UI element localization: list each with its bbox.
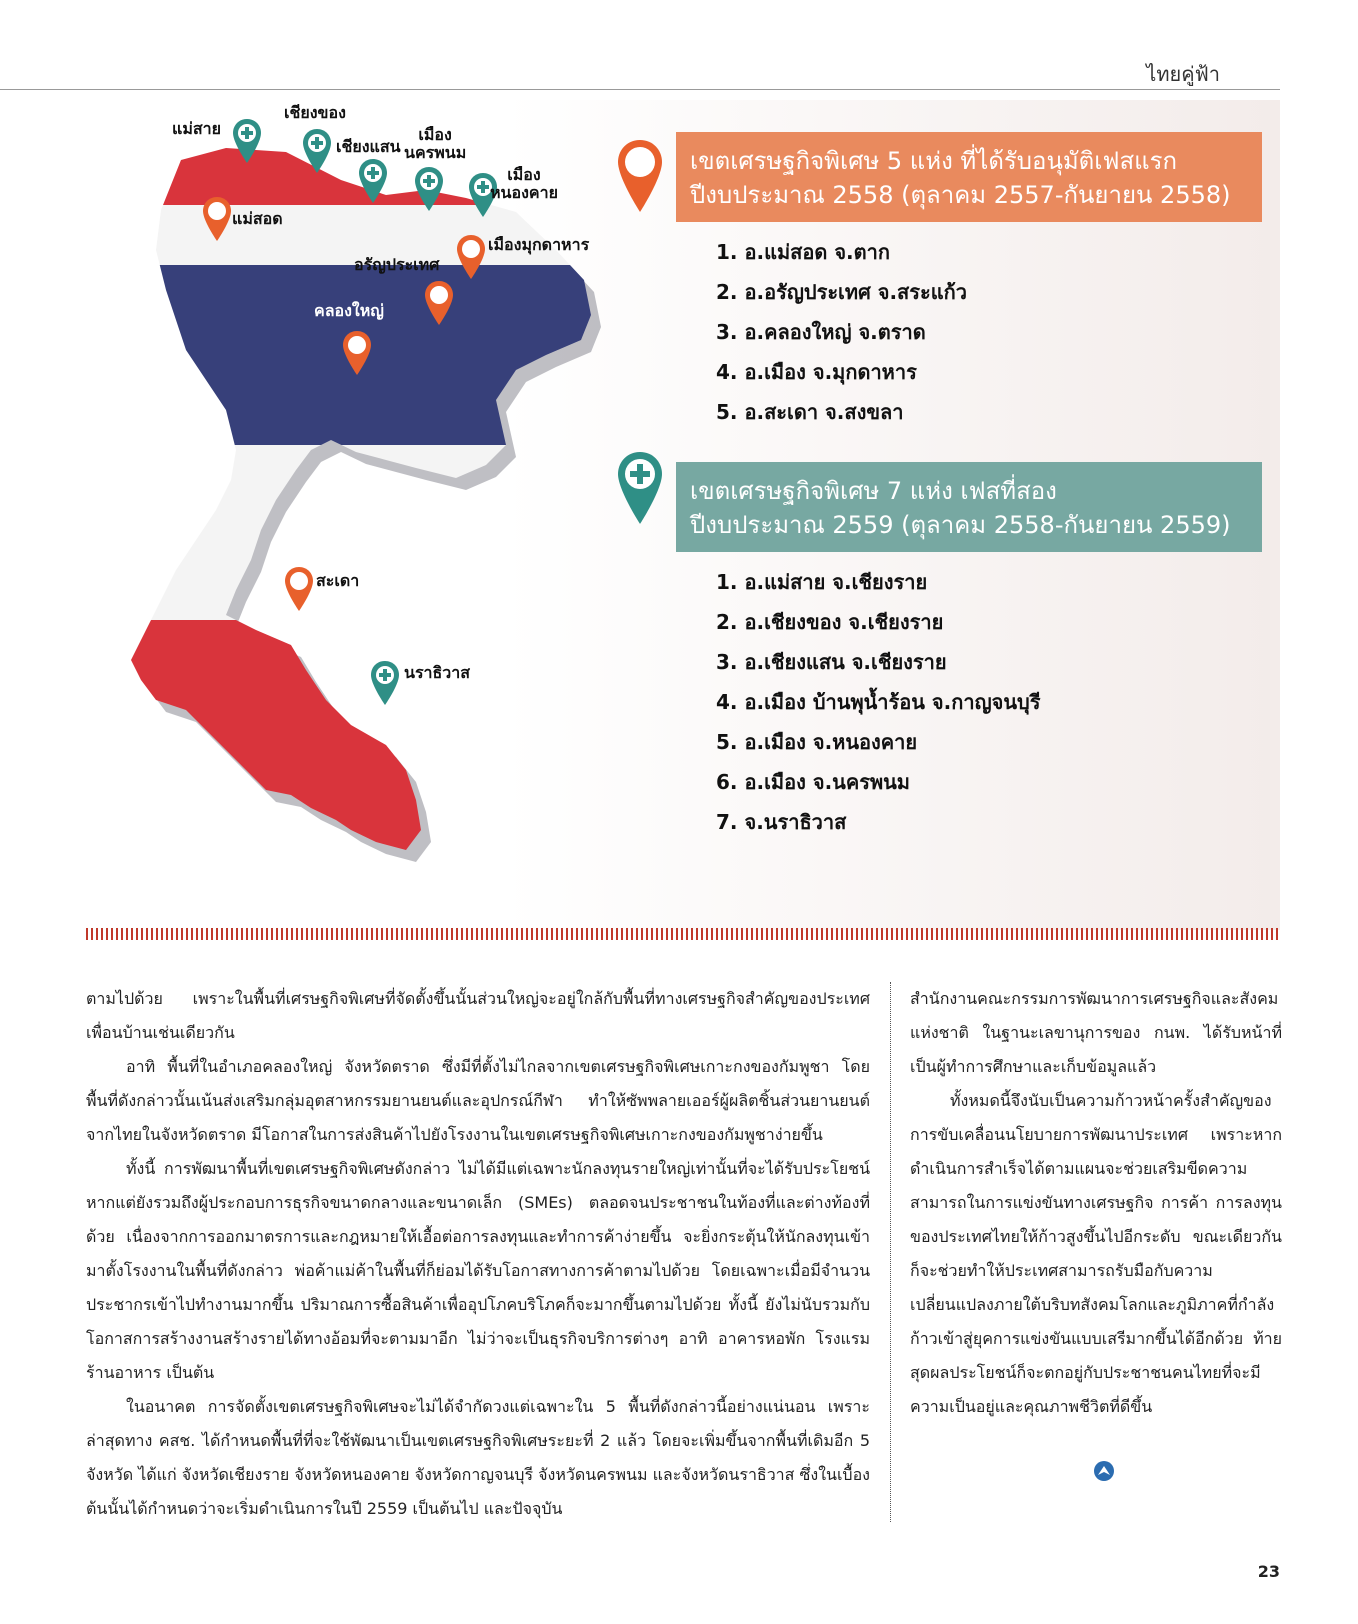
list-item: 6. อ.เมือง จ.นครพนม (716, 770, 910, 794)
article-paragraph: ตามไปด้วย เพราะในพื้นที่เศรษฐกิจพิเศษที่จัดตั้งขึ้นนั้นส่วนใหญ่จะอยู่ใกล้กับพื้นที่ทางเศรษฐกิจสำคัญของประเทศเพื่อนบ้านเช่นเดียวกัน (86, 989, 870, 1042)
map-label-chiang-khong: เชียงของ (284, 103, 346, 122)
list-item: 5. อ.สะเดา จ.สงขลา (716, 400, 904, 424)
phase1-subtitle: ปีงบประมาณ 2558 (ตุลาคม 2557-กันยายน 2558) (690, 181, 1231, 209)
map-label-mae-sai: แม่สาย (172, 119, 221, 138)
list-item: 5. อ.เมือง จ.หนองคาย (716, 730, 918, 754)
map-pin-icon (424, 280, 454, 326)
map-pin-plus-icon (616, 450, 664, 526)
article-paragraph: ทั้งหมดนี้จึงนับเป็นความก้าวหน้าครั้งสำคัญของการขับเคลื่อนนโยบายการพัฒนาประเทศ เพราะหากดำเนินการสำเร็จได้ตามแผนจะช่วยเสริมขีดความสามารถในการแข่งขันทางเศรษฐกิจ การค้า การลงทุน ของประเทศไทยให้ก้าวสูงขึ้นไปอีกระดับ ขณะเดียวกันก็จะช่วยทำให้ประเทศสามารถรับมือกับความเปลี่ยนแปลงภายใต้บริบทสังคมโลกและภูมิภาคที่กำลังก้าวเข้าสู่ยุคการแข่งขันแบบเสรีมากขึ้นได้อีกด้วย ท้ายสุดผลประโยชน์ก็จะตกอยู่กับประชาชนคนไทยที่จะมีความเป็นอยู่และคุณภาพชีวิตที่ดีขึ้น (910, 1091, 1282, 1416)
map-label-mae-sot: แม่สอด (232, 209, 283, 228)
phase2-banner (676, 462, 1262, 552)
map-pin-plus-icon (302, 128, 332, 174)
phase1-banner (676, 132, 1262, 222)
end-of-article-icon (1093, 1460, 1115, 1482)
map-pin-plus-icon (232, 118, 262, 164)
map-pin-icon (284, 566, 314, 612)
phase1-zone-list (716, 232, 967, 432)
map-pin-icon (616, 138, 664, 214)
map-label-mueang-nakhon-phanom: เมือง นครพนม (404, 125, 467, 163)
map-label-mueang-mukdahan: เมืองมุกดาหาร (488, 235, 590, 254)
list-item: 2. อ.อรัญประเทศ จ.สระแก้ว (716, 280, 967, 304)
article-column-right (910, 982, 1282, 1424)
article-paragraph: สำนักงานคณะกรรมการพัฒนาการเศรษฐกิจและสังคมแห่งชาติ ในฐานะเลขานุการของ กนพ. ได้รับหน้าที่เป็นผู้ทำการศึกษาและเก็บข้อมูลแล้ว (910, 989, 1282, 1076)
map-label-narathiwat: นราธิวาส (404, 663, 471, 682)
map-label-sadao: สะเดา (316, 571, 360, 590)
list-item: 4. อ.เมือง จ.มุกดาหาร (716, 360, 917, 384)
map-pin-plus-icon (370, 660, 400, 706)
page-number: 23 (1257, 1562, 1280, 1581)
magazine-name: ไทยคู่ฟ้า (1146, 62, 1220, 86)
list-item: 3. อ.เชียงแสน จ.เชียงราย (716, 650, 947, 674)
map-pin-icon (342, 330, 372, 376)
list-item: 2. อ.เชียงของ จ.เชียงราย (716, 610, 944, 634)
article-column-left (86, 982, 870, 1526)
map-label-chiang-saen: เชียงแสน (336, 137, 401, 156)
list-item: 1. อ.แม่สอด จ.ตาก (716, 240, 890, 264)
list-item: 3. อ.คลองใหญ่ จ.ตราด (716, 320, 926, 344)
phase2-title: เขตเศรษฐกิจพิเศษ 7 แห่ง เฟสที่สอง (690, 477, 1057, 505)
article-paragraph: อาทิ พื้นที่ในอำเภอคลองใหญ่ จังหวัดตราด ซึ่งมีที่ตั้งไม่ไกลจากเขตเศรษฐกิจพิเศษเกาะกงของกัมพูชา โดยพื้นที่ดังกล่าวนั้นเน้นส่งเสริมกลุ่มอุตสาหกรรมยานยนต์และอุปกรณ์กีฬา ทำให้ซัพพลายเออร์ผู้ผลิตชิ้นส่วนยานยนต์จากไทยในจังหวัดตราด มีโอกาสในการส่งสินค้าไปยังโรงงานในเขตเศรษฐกิจพิเศษเกาะกงของกัมพูชาง่ายขึ้น (86, 1057, 870, 1144)
header-rule (0, 89, 1280, 90)
map-label-khlong-yai: คลองใหญ่ (314, 301, 384, 320)
map-pin-plus-icon (358, 158, 388, 204)
list-item: 4. อ.เมือง บ้านพุน้ำร้อน จ.กาญจนบุรี (716, 690, 1041, 714)
map-pin-icon (456, 234, 486, 280)
thailand-flag-map (86, 100, 646, 930)
list-item: 7. จ.นราธิวาส (716, 810, 847, 834)
article-paragraph: ในอนาคต การจัดตั้งเขตเศรษฐกิจพิเศษจะไม่ได้จำกัดวงแต่เฉพาะใน 5 พื้นที่ดังกล่าวนี้อย่างแน่นอน เพราะล่าสุดทาง คสช. ได้กำหนดพื้นที่ที่จะใช้พัฒนาเป็นเขตเศรษฐกิจพิเศษระยะที่ 2 แล้ว โดยจะเพิ่มขึ้นจากพื้นที่เดิมอีก 5 จังหวัด ได้แก่ จังหวัดเชียงราย จังหวัดหนองคาย จังหวัดกาญจนบุรี จังหวัดนครพนม และจังหวัดนราธิวาส ซึ่งในเบื้องต้นนั้นได้กำหนดว่าจะเริ่มดำเนินการในปี 2559 เป็นต้นไป และปัจจุบัน (86, 1397, 870, 1518)
phase1-title: เขตเศรษฐกิจพิเศษ 5 แห่ง ที่ได้รับอนุมัติเฟสแรก (690, 147, 1177, 175)
sez-infographic (86, 100, 1280, 930)
map-label-mueang-nong-khai: เมือง หนองคาย (490, 165, 558, 203)
section-divider (86, 928, 1280, 940)
phase2-subtitle: ปีงบประมาณ 2559 (ตุลาคม 2558-กันยายน 2559) (690, 511, 1231, 539)
article-paragraph: ทั้งนี้ การพัฒนาพื้นที่เขตเศรษฐกิจพิเศษดังกล่าว ไม่ได้มีแต่เฉพาะนักลงทุนรายใหญ่เท่านั้นที่จะได้รับประโยชน์ หากแต่ยังรวมถึงผู้ประกอบการธุรกิจขนาดกลางและขนาดเล็ก (SMEs) ตลอดจนประชาชนในท้องที่และต่างท้องที่ด้วย เนื่องจากการออกมาตรการและกฎหมายให้เอื้อต่อการลงทุนและทำการค้าง่ายขึ้น จะยิ่งกระตุ้นให้นักลงทุนเข้ามาตั้งโรงงานในพื้นที่ดังกล่าว พ่อค้าแม่ค้าในพื้นที่ก็ย่อมได้รับโอกาสทางการค้าตามไปด้วย โดยเฉพาะเมื่อมีจำนวนประชากรเข้าไปทำงานมากขึ้น ปริมาณการซื้อสินค้าเพื่ออุปโภคบริโภคก็จะมากขึ้นตามไปด้วย ทั้งนี้ ยังไม่นับรวมกับโอกาสการสร้างงานสร้างรายได้ทางอ้อมที่จะตามมาอีก ไม่ว่าจะเป็นธุรกิจบริการต่างๆ อาทิ อาคารหอพัก โรงแรม ร้านอาหาร เป็นต้น (86, 1159, 870, 1382)
map-label-aranyaprathet: อรัญประเทศ (354, 255, 440, 274)
column-rule (890, 982, 892, 1522)
phase2-zone-list (716, 562, 1040, 842)
list-item: 1. อ.แม่สาย จ.เชียงราย (716, 570, 928, 594)
map-pin-icon (202, 196, 232, 242)
map-pin-plus-icon (414, 166, 444, 212)
